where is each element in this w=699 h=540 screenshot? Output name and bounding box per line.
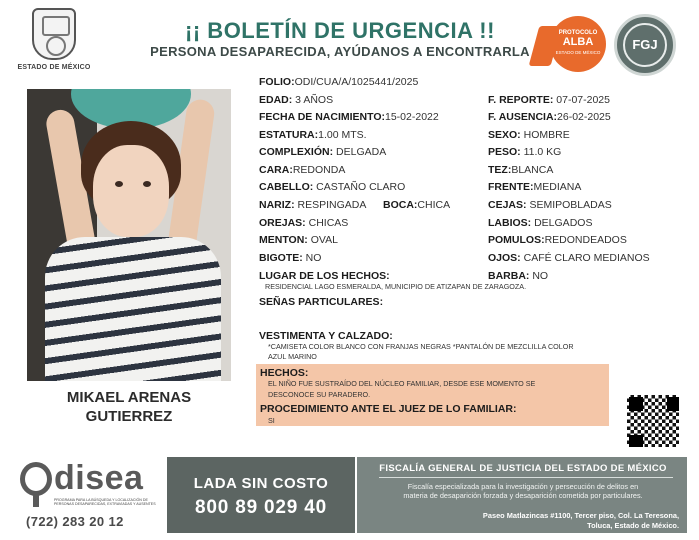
field-bigote: BIGOTE: NO xyxy=(259,252,322,264)
hechos-section xyxy=(256,364,609,426)
field-barba: BARBA: NO xyxy=(488,270,549,282)
state-logo-text: ESTADO DE MÉXICO xyxy=(17,64,91,71)
striped-shirt xyxy=(45,237,221,381)
coat-of-arms-icon xyxy=(32,8,76,60)
lada-sin-costo-box xyxy=(167,457,355,533)
field-cara: CARA:REDONDA xyxy=(259,164,346,176)
protocolo-alba-logo xyxy=(534,14,608,74)
bulletin-subtitle: PERSONA DESAPARECIDA, AYÚDANOS A ENCONTRARLA xyxy=(150,44,530,59)
field-tez: TEZ:BLANCA xyxy=(488,164,554,176)
bulletin-title: ¡¡ BOLETÍN DE URGENCIA !! xyxy=(185,18,495,43)
field-labios: LABIOS: DELGADOS xyxy=(488,217,593,229)
fiscalia-desc-line1: Fiscalía especializada para la investigación y persecución de delitos en xyxy=(407,482,639,491)
field-boca: BOCA:CHICA xyxy=(383,199,451,211)
person-name xyxy=(27,388,231,426)
alba-badge xyxy=(550,16,606,72)
field-frente: FRENTE:MEDIANA xyxy=(488,181,582,193)
procedimiento-value: SI xyxy=(268,416,275,425)
field-pomulos: POMULOS:REDONDEADOS xyxy=(488,234,627,246)
alba-line2: ALBA xyxy=(562,36,594,48)
vestimenta-line2: AZUL MARINO xyxy=(268,352,317,361)
alba-line3: ESTADO DE MÉXICO xyxy=(555,50,601,55)
fiscalia-info-box xyxy=(357,457,687,533)
fiscalia-title: FISCALÍA GENERAL DE JUSTICIA DEL ESTADO DE MÉXICO xyxy=(379,463,667,474)
hechos-label: HECHOS: xyxy=(260,367,309,379)
field-fecha-nacimiento: FECHA DE NACIMIENTO:15-02-2022 xyxy=(259,111,439,123)
field-sexo: SEXO: HOMBRE xyxy=(488,129,570,141)
header xyxy=(0,0,699,82)
odisea-logo xyxy=(18,460,163,535)
lada-label: LADA SIN COSTO xyxy=(193,475,329,492)
alba-line1: PROTOCOLO xyxy=(558,30,598,36)
fiscalia-address-line1: Paseo Matlazincas #1100, Tercer piso, Col. La Teresona, xyxy=(482,511,679,520)
qr-code-icon[interactable] xyxy=(625,393,681,449)
odisea-wordmark: disea xyxy=(54,459,144,497)
field-estatura: ESTATURA:1.00 MTS. xyxy=(259,129,367,141)
fiscalia-address-line2: Toluca, Estado de México. xyxy=(587,521,679,530)
odisea-phone[interactable]: (722) 283 20 12 xyxy=(26,514,124,529)
field-complexion: COMPLEXIÓN: DELGADA xyxy=(259,146,387,158)
vestimenta-line1: *CAMISETA COLOR BLANCO CON FRANJAS NEGRAS *PANTALÓN DE MEZCLILLA COLOR xyxy=(268,342,574,351)
person-name-line1: MIKAEL ARENAS xyxy=(66,389,192,406)
field-f-reporte: F. REPORTE: 07-07-2025 xyxy=(488,94,610,106)
estado-de-mexico-logo xyxy=(14,8,94,71)
field-cejas: CEJAS: SEMIPOBLADAS xyxy=(488,199,612,211)
field-peso: PESO: 11.0 KG xyxy=(488,146,562,158)
field-edad: EDAD: 3 AÑOS xyxy=(259,94,334,106)
fgj-logo xyxy=(614,14,676,76)
field-nariz: NARIZ: RESPINGADA xyxy=(259,199,367,211)
field-cabello: CABELLO: CASTAÑO CLARO xyxy=(259,181,406,193)
field-folio: FOLIO:ODI/CUA/A/1025441/2025 xyxy=(259,76,419,88)
fgj-logo-text: FGJ xyxy=(623,23,667,67)
missing-person-photo xyxy=(27,89,231,381)
field-orejas: OREJAS: CHICAS xyxy=(259,217,349,229)
field-menton: MENTON: OVAL xyxy=(259,234,338,246)
procedimiento-label: PROCEDIMIENTO ANTE EL JUEZ DE LO FAMILIAR: xyxy=(260,403,517,415)
field-lugar-value: RESIDENCIAL LAGO ESMERALDA, MUNICIPIO DE ATIZAPAN DE ZARAGOZA. xyxy=(265,282,527,291)
field-f-ausencia: F. AUSENCIA:26-02-2025 xyxy=(488,111,611,123)
field-lugar-label: LUGAR DE LOS HECHOS: xyxy=(259,270,390,282)
odisea-description: PROGRAMA PARA LA BÚSQUEDA Y LOCALIZACIÓN DE PERSONAS DESAPARECIDAS, EXTRAVIADAS Y AUSENTES xyxy=(54,498,156,507)
hechos-line2: DESCONOCE SU PARADERO. xyxy=(268,390,371,399)
hechos-line1: EL NIÑO FUE SUSTRAÍDO DEL NÚCLEO FAMILIAR, DESDE ESE MOMENTO SE xyxy=(268,379,536,388)
divider xyxy=(379,477,673,478)
fiscalia-desc-line2: materia de desaparición forzada y desaparición cometida por particulares. xyxy=(403,491,643,500)
location-pin-icon xyxy=(20,462,52,496)
field-senas: SEÑAS PARTICULARES: xyxy=(259,296,384,308)
person-name-line2: GUTIERREZ xyxy=(85,408,173,425)
field-ojos: OJOS: CAFÉ CLARO MEDIANOS xyxy=(488,252,650,264)
field-vestimenta: VESTIMENTA Y CALZADO: xyxy=(259,330,393,342)
lada-phone-number[interactable]: 800 89 029 40 xyxy=(195,497,327,518)
